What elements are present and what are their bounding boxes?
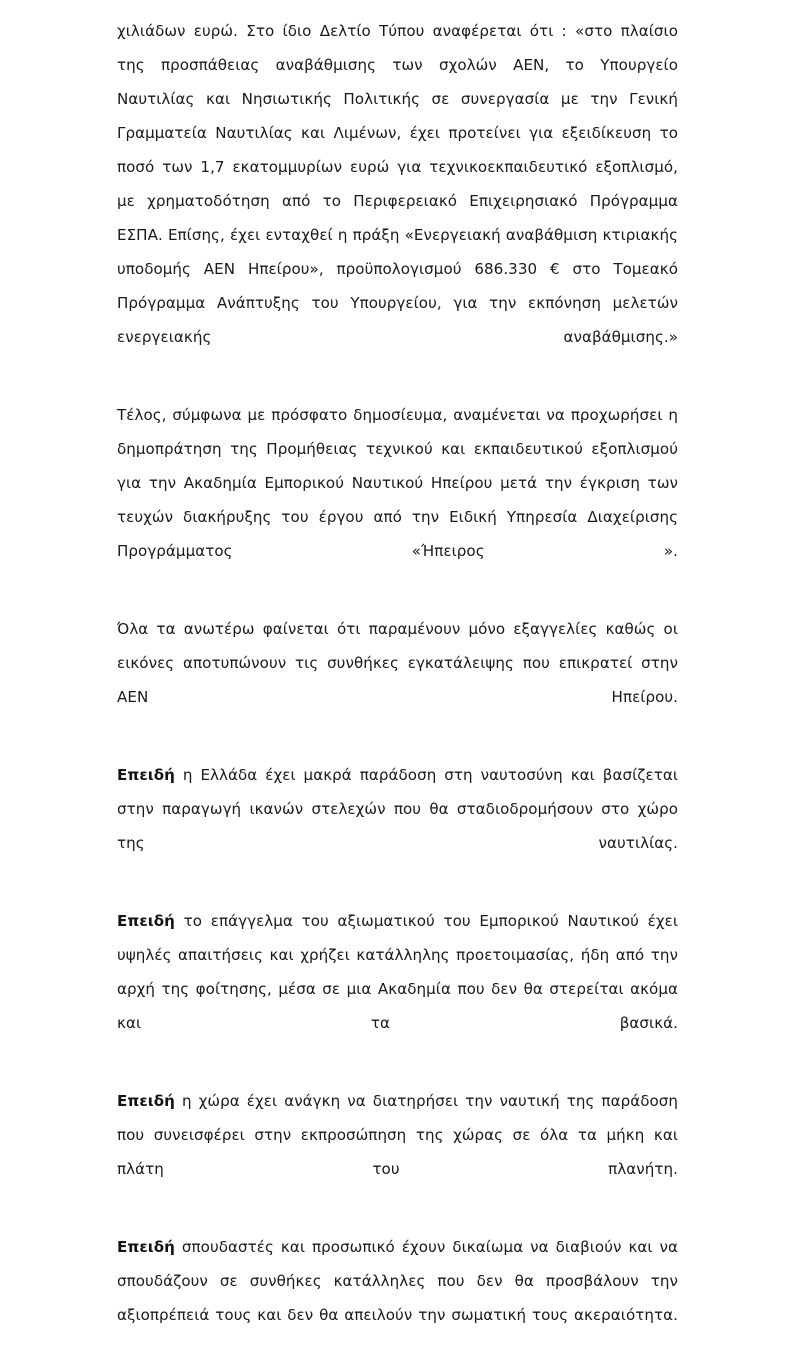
paragraph-1 <box>117 14 678 388</box>
paragraph-7-text: σπουδαστές και προσωπικό έχουν δικαίωμα να διαβιούν και να σπουδάζουν σε συνθήκες κατάλληλες που δεν θα προσβάλουν την αξιοπρέπειά τους και δεν θα απειλούν την σωματική τους ακεραιότητα. <box>117 1238 678 1324</box>
paragraph-5-lead: Επειδή <box>117 912 175 930</box>
paragraph-3-text: Όλα τα ανωτέρω φαίνεται ότι παραμένουν μόνο εξαγγελίες καθώς οι εικόνες αποτυπώνουν τις συνθήκες εγκατάλειψης που επικρατεί στην ΑΕΝ Ηπείρου. <box>117 620 678 706</box>
paragraph-1-text: χιλιάδων ευρώ. Στο ίδιο Δελτίο Τύπου αναφέρεται ότι : «στο πλαίσιο της προσπάθειας αναβάθμισης των σχολών ΑΕΝ, το Υπουργείο Ναυτιλίας και Νησιωτικής Πολιτικής σε συνεργασία με την Γενική Γραμματεία Ναυτιλίας και Λιμένων, έχει προτείνει για εξειδίκευση το ποσό των 1,7 εκατομμυρίων ευρώ για τεχνικοεκπαιδευτικό εξοπλισμό, με χρηματοδότηση από το Περιφερειακό Επιχειρησιακό Πρόγραμμα ΕΣΠΑ. Επίσης, έχει ενταχθεί η πράξη «Ενεργειακή αναβάθμιση κτιριακής υποδομής ΑΕΝ Ηπείρου», προϋπολογισμού 686.330 € στο Τομεακό Πρόγραμμα Ανάπτυξης του Υπουργείου, για την εκπόνηση μελετών ενεργειακής αναβάθμισης.» <box>117 22 678 346</box>
paragraph-4-text: η Ελλάδα έχει μακρά παράδοση στη ναυτοσύνη και βασίζεται στην παραγωγή ικανών στελεχών που θα σταδιοδρομήσουν στο χώρο της ναυτιλίας. <box>117 766 678 852</box>
paragraph-3 <box>117 612 678 748</box>
paragraph-2 <box>117 398 678 602</box>
paragraph-7-lead: Επειδή <box>117 1238 175 1256</box>
paragraph-2-text: Τέλος, σύμφωνα με πρόσφατο δημοσίευμα, αναμένεται να προχωρήσει η δημοπράτηση της Προμήθειας τεχνικού και εκπαιδευτικού εξοπλισμού για την Ακαδημία Εμπορικού Ναυτικού Ηπείρου μετά την έγκριση των τευχών διακήρυξης του έργου από την Ειδική Υπηρεσία Διαχείρισης Προγράμματος «Ήπειρος ». <box>117 406 678 560</box>
paragraph-4-lead: Επειδή <box>117 766 175 784</box>
paragraph-6-lead: Επειδή <box>117 1092 175 1110</box>
paragraph-6 <box>117 1084 678 1220</box>
paragraph-5-text: το επάγγελμα του αξιωματικού του Εμπορικού Ναυτικού έχει υψηλές απαιτήσεις και χρήζει κατάλληλης προετοιμασίας, ήδη από την αρχή της φοίτησης, μέσα σε μια Ακαδημία που δεν θα στερείται ακόμα και τα βασικά. <box>117 912 678 1032</box>
paragraph-5 <box>117 904 678 1074</box>
paragraph-7 <box>117 1230 678 1366</box>
paragraph-6-text: η χώρα έχει ανάγκη να διατηρήσει την ναυτική της παράδοση που συνεισφέρει στην εκπροσώπηση της χώρας σε όλα τα μήκη και πλάτη του πλανήτη. <box>117 1092 678 1178</box>
paragraph-4 <box>117 758 678 894</box>
document-body <box>117 14 678 1366</box>
